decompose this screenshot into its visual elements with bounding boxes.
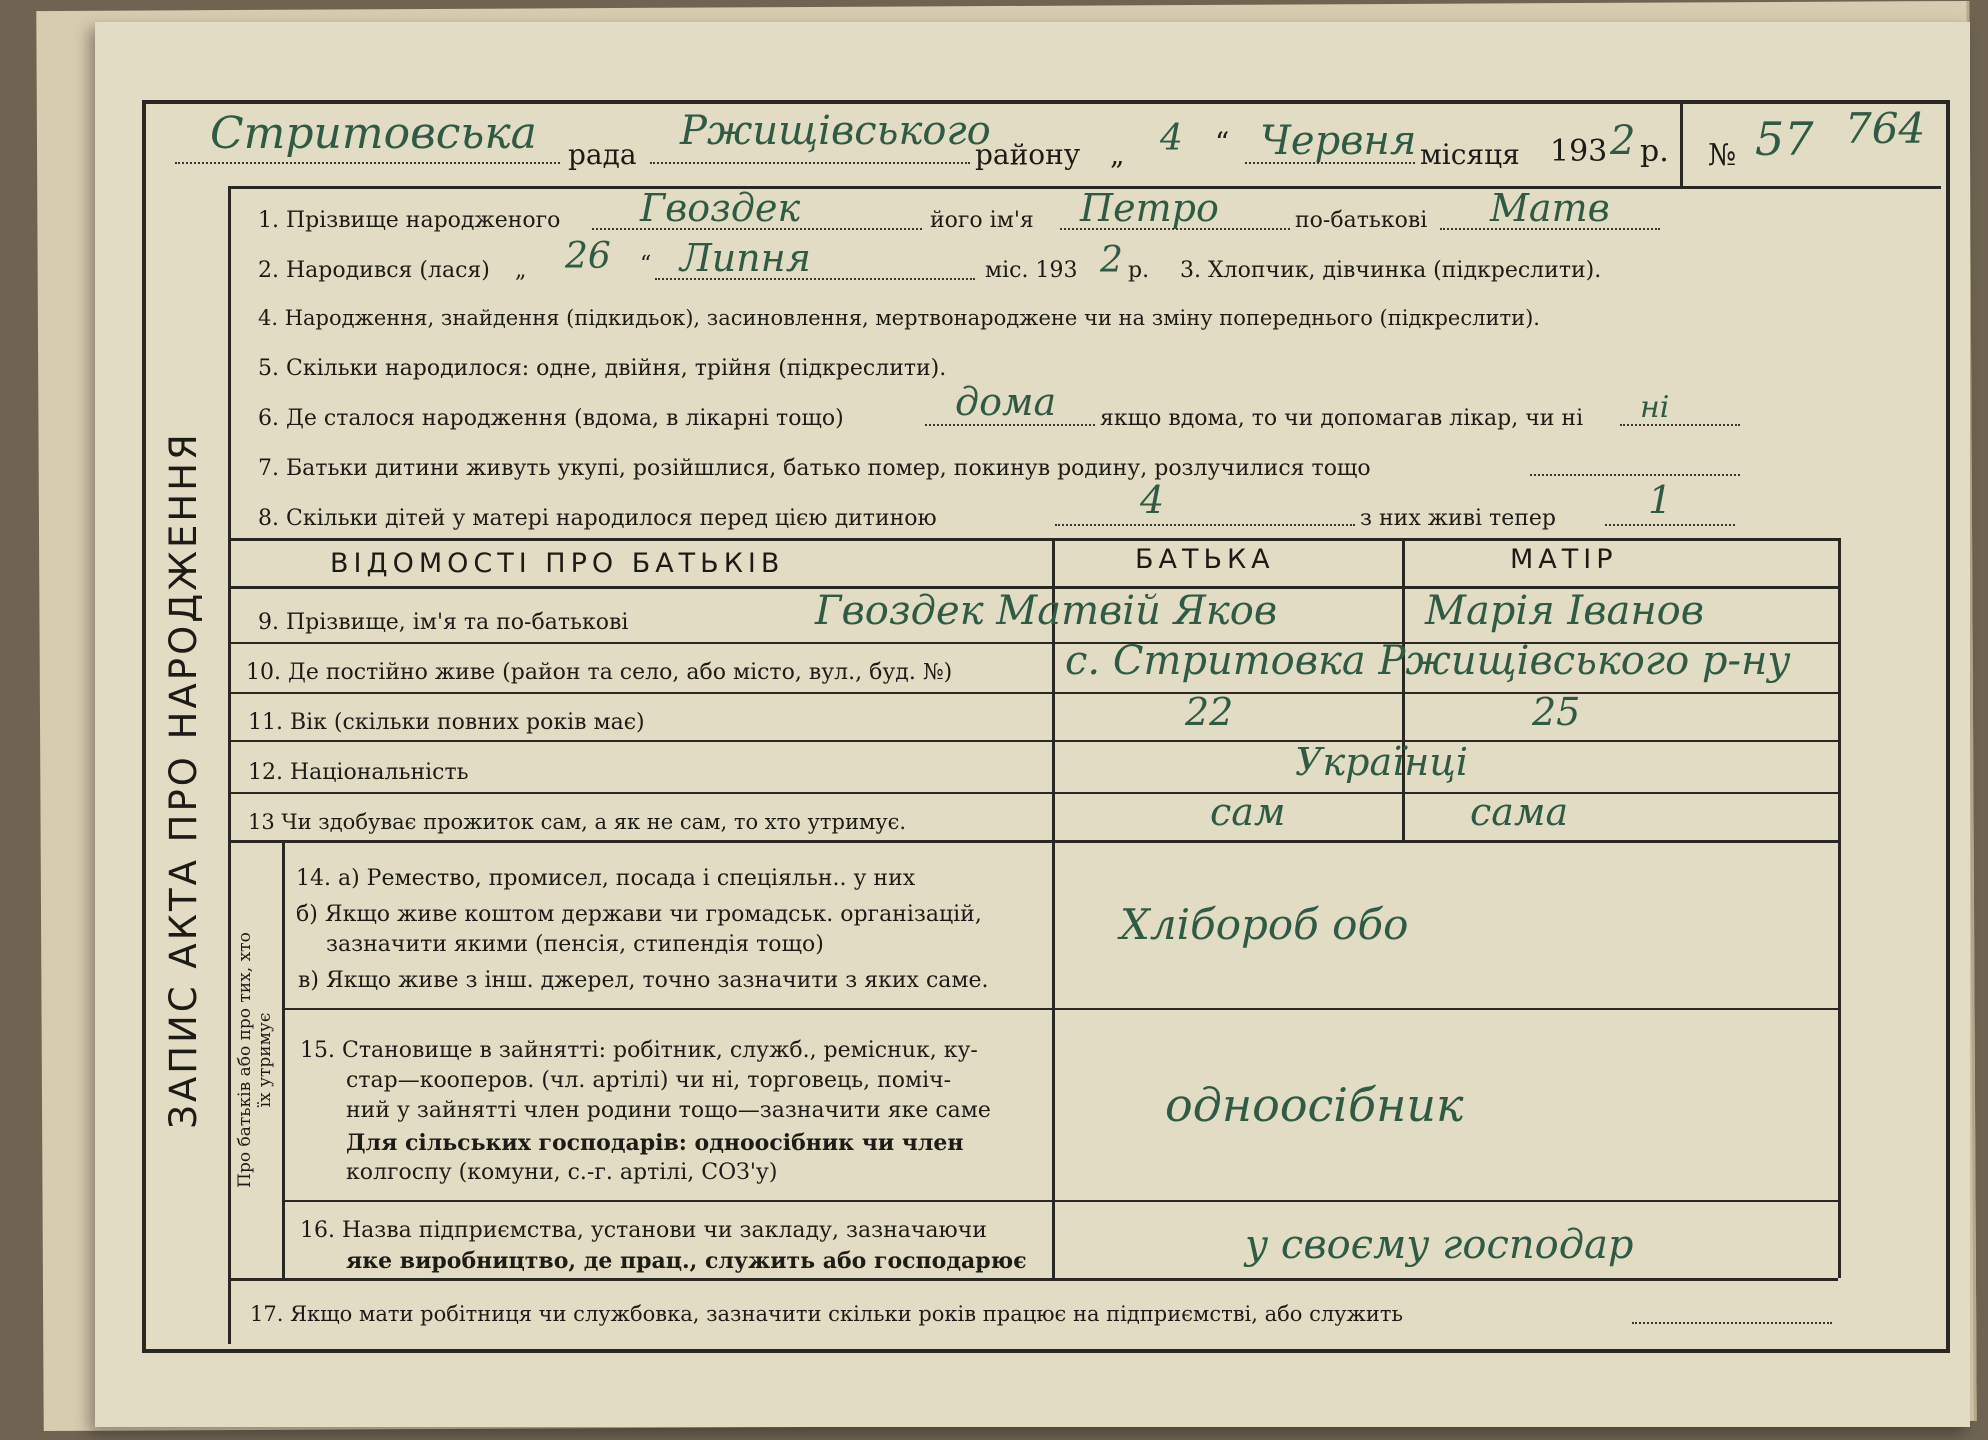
row1-patronymic-hw: Матв [1490,186,1610,230]
row14-a: 14. а) Ремество, промисел, посада і спеціяльн.. у них [296,866,916,891]
row16-l1: 16. Назва підприємства, установи чи закладу, зазначаючи [300,1218,987,1243]
row17-line [1632,1322,1832,1324]
row8-alive-line [1605,524,1735,526]
row15-l5: колгоспу (комуни, с.-г. артілі, СОЗ'у) [346,1160,778,1185]
header-mother: МАТІР [1510,544,1618,575]
row16-l2: яке виробництво, де прац., служить або господарює [346,1248,1027,1274]
row1-patronymic-line [1440,228,1660,230]
side-note-line2: їх утримує [255,1012,275,1108]
row6-doctor-line [1620,424,1740,426]
row8-alive-hw: 1 [1648,478,1673,522]
row1-surname-hw: Гвоздек [640,186,801,230]
row2-label-sex: 3. Хлопчик, дівчинка (підкреслити). [1180,258,1602,283]
number-extra-handwritten: 764 [1845,104,1926,153]
row2-day-hw: 26 [565,236,611,277]
row6-label-place: 6. Де сталося народження (вдома, в лікарні тощо) [258,406,844,431]
row8-label-count: 8. Скільки дітей у матері народилося перед цією дитиною [258,506,937,531]
month-label: місяця [1420,138,1520,171]
row15-l4: Для сільських господарів: одноосібник чи член [346,1130,964,1156]
row13-father-hw: сам [1210,790,1286,834]
row4-label: 4. Народження, знайдення (підкидьок), засиновлення, мертвонароджене чи на зміну попереднього (підкреслити). [258,306,1540,330]
side-note [235,810,275,1310]
row14-b2: зазначити якими (пенсія, стипендія тощо) [326,932,824,957]
row1-label-name: його ім'я [930,208,1034,233]
council-label: рада [568,138,637,171]
vertical-title: ЗАПИС АКТА ПРО НАРОДЖЕННЯ [162,431,205,1129]
row6-label-doctor: якщо вдома, то чи допомагав лікар, чи ні [1100,406,1584,431]
district-handwritten: Ржищівського [680,108,991,154]
row13-label: 13 Чи здобуває прожиток сам, а як не сам, то хто утримує. [248,810,907,834]
row1-label-surname: 1. Прізвище народженого [258,208,561,233]
row1-label-patronymic: по-батькові [1295,208,1428,233]
row12-rule [228,792,1838,794]
header-info: ВІДОМОСТІ ПРО БАТЬКІВ [330,548,785,579]
row7-line [1530,474,1740,476]
row6-doctor-hw: ні [1640,390,1670,425]
row8-count-line [1055,524,1355,526]
row2-month-hw: Липня [680,236,811,280]
year-prefix: 193 [1550,134,1608,169]
row15-l1: 15. Становище в зайнятті: робітник, служб., реміснuк, ку- [300,1038,978,1063]
row15-l2: стар—кооперов. (чл. артілі) чи ні, торговець, поміч- [346,1068,952,1093]
row1-name-line [1060,228,1290,230]
row11-mother-hw: 25 [1532,690,1581,734]
council-handwritten: Стритовська [210,108,537,159]
month-handwritten: Червня [1260,118,1417,164]
row10-hw: с. Стритовка Ржищівського р-ну [1065,638,1791,684]
number-handwritten: 57 [1755,112,1814,166]
row14-c: в) Якщо живе з інш. джерел, точно зазначити з яких саме. [298,968,989,993]
row12-hw: Українці [1295,740,1468,784]
row9-father-hw: Гвоздек Матвій Яков [815,588,1278,634]
table-right-rule [1838,538,1841,1278]
row11-label: 11. Вік (скільки повних років має) [248,710,645,735]
row6-place-line [925,424,1095,426]
row9-mother-hw: Марія Іванов [1425,588,1705,634]
day-handwritten: 4 [1160,118,1183,159]
row10-rule [228,692,1838,694]
council-underline [175,162,560,164]
table-col-split-1 [1052,538,1055,1278]
header-divider [1680,102,1683,188]
row16-hw: у своєму господар [1245,1222,1634,1268]
row15-hw: одноосібник [1165,1078,1464,1132]
row14-b1: б) Якщо живе коштом держави чи громадськ. організацій, [296,902,982,927]
row10-label: 10. Де постійно живе (район та село, або місто, вул., буд. №) [246,660,953,685]
row9-label: 9. Прізвище, ім'я та по-батькові [258,610,629,635]
row16-rule [228,1278,1838,1281]
row13-mother-hw: сама [1470,790,1569,834]
row2-quote-open: „ [515,258,527,283]
row8-count-hw: 4 [1140,478,1165,522]
side-note-line1: Про батьків або про тих, хто [235,932,255,1188]
row5-label: 5. Скільки народилося: одне, двійня, трійня (підкреслити). [258,356,947,381]
row2-month-line [655,278,975,280]
district-label: району [975,138,1081,171]
row2-quote-close: “ [640,252,652,277]
row2-label-born: 2. Народився (лася) [258,258,490,283]
table-top-rule [228,538,1838,541]
side-column-rule [282,840,285,1278]
quote-close: “ [1215,126,1230,159]
district-underline [650,162,970,164]
row2-label-r: р. [1128,258,1150,283]
row7-label: 7. Батьки дитини живуть укупі, розійшлися, батько помер, покинув родину, розлучилися тощо [258,456,1371,481]
row11-rule [228,740,1838,742]
row12-label: 12. Національність [248,760,469,785]
header-father: БАТЬКА [1135,544,1275,575]
year-handwritten: 2 [1610,118,1636,164]
row6-place-hw: дома [955,380,1057,424]
row11-father-hw: 22 [1185,690,1234,734]
quote-open: „ [1110,138,1125,171]
row8-label-alive: з них живі тепер [1360,506,1556,531]
row1-surname-line [592,228,922,230]
row13-rule [228,840,1838,843]
table-col-split-2 [1402,538,1405,840]
row1-name-hw: Петро [1080,186,1219,230]
row15-l3: ний у зайнятті член родини тощо—зазначити яке саме [346,1098,991,1123]
title-column-rule [228,186,231,1344]
row14-rule [282,1008,1838,1010]
row2-label-year: міс. 193 [985,258,1078,283]
number-label: № [1708,138,1737,173]
row15-rule [282,1200,1838,1202]
row14-hw: Хлібороб обо [1120,900,1409,949]
row17-label: 17. Якщо мати робітниця чи службовка, зазначити скільки років працює на підприємстві, або служить [250,1302,1403,1326]
month-underline [1245,162,1415,164]
row2-year-hw: 2 [1100,240,1123,281]
year-suffix: р. [1640,134,1669,169]
